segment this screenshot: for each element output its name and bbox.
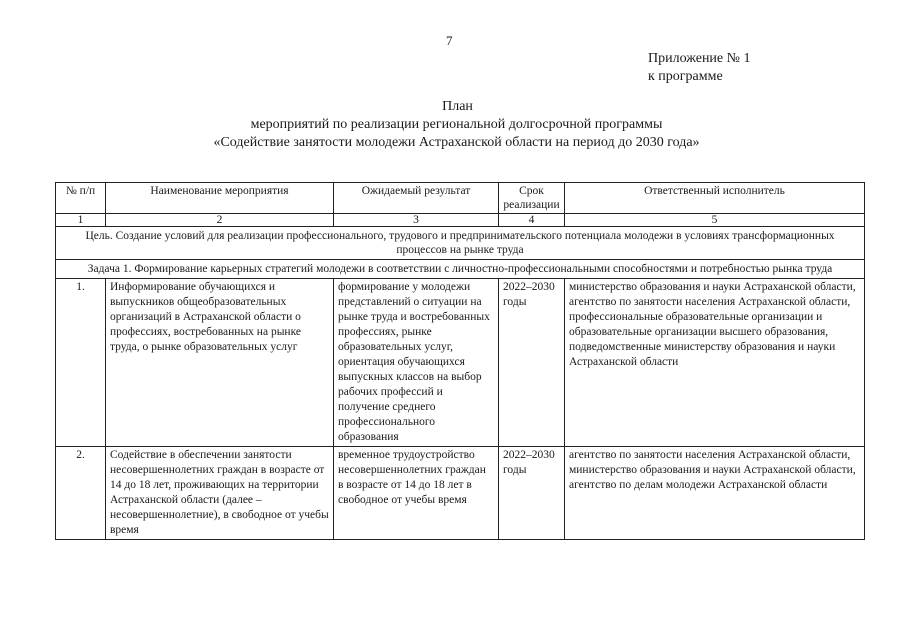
header-name: Наименование мероприятия — [106, 183, 334, 214]
row-name: Информирование обучающихся и выпускников общеобразовательных организаций в Астраханской области о профессиях, востребованных на рынке труда, о рынке образовательных услуг — [106, 279, 334, 447]
appendix-line-2: к программе — [648, 69, 723, 84]
column-number: 4 — [499, 214, 565, 227]
title-line-1: План — [442, 99, 473, 114]
row-name: Содействие в обеспечении занятости несовершеннолетних граждан в возрасте от 14 до 18 лет, проживающих на территории Астраханской области (далее – несовершеннолетние), в свободное от учебы время — [106, 447, 334, 540]
header-result: Ожидаемый результат — [334, 183, 499, 214]
appendix-note — [648, 50, 751, 86]
row-term: 2022–2030 годы — [499, 279, 565, 447]
task-text: Задача 1. Формирование карьерных стратегий молодежи в соответствии с личностно-профессиональными способностями и потребностью рынка труда — [56, 260, 865, 279]
column-number: 5 — [565, 214, 865, 227]
row-result: временное трудоустройство несовершеннолетних граждан в возрасте от 14 до 18 лет в свободное от учебы время — [334, 447, 499, 540]
row-term: 2022–2030 годы — [499, 447, 565, 540]
appendix-line-1: Приложение № 1 — [648, 51, 751, 66]
table-header-row — [56, 183, 865, 214]
table-row — [56, 279, 865, 447]
table-row — [56, 447, 865, 540]
title-line-3: «Содействие занятости молодежи Астраханской области на период до 2030 года» — [213, 135, 700, 150]
row-executor: министерство образования и науки Астраханской области, агентство по занятости населения Астраханской области, профессиональные образовательные организации и образовательные организации высшего образования, подведомственные министерству образования и науки Астраханской области — [565, 279, 865, 447]
task-row — [56, 260, 865, 279]
header-term: Срок реализации — [499, 183, 565, 214]
plan-table — [55, 182, 865, 540]
document-title — [0, 98, 905, 152]
column-number-row — [56, 214, 865, 227]
goal-row — [56, 227, 865, 260]
page-number: 7 — [446, 33, 453, 48]
title-line-2: мероприятий по реализации региональной долгосрочной программы — [250, 117, 663, 132]
column-number: 3 — [334, 214, 499, 227]
row-executor: агентство по занятости населения Астраханской области, министерство образования и науки Астраханской области, агентство по делам молодежи Астраханской области — [565, 447, 865, 540]
row-num: 2. — [56, 447, 106, 540]
column-number: 1 — [56, 214, 106, 227]
header-executor: Ответственный исполнитель — [565, 183, 865, 214]
row-result: формирование у молодежи представлений о ситуации на рынке труда и востребованных профессиях, рынке образовательных услуг, ориентация обучающихся выпускных классов на выбор рабочих профессий и получение среднего профессионального образования — [334, 279, 499, 447]
goal-text: Цель. Создание условий для реализации профессионального, трудового и предпринимательского потенциала молодежи в условиях трансформационных процессов на рынке труда — [56, 227, 865, 260]
header-num: № п/п — [56, 183, 106, 214]
column-number: 2 — [106, 214, 334, 227]
row-num: 1. — [56, 279, 106, 447]
